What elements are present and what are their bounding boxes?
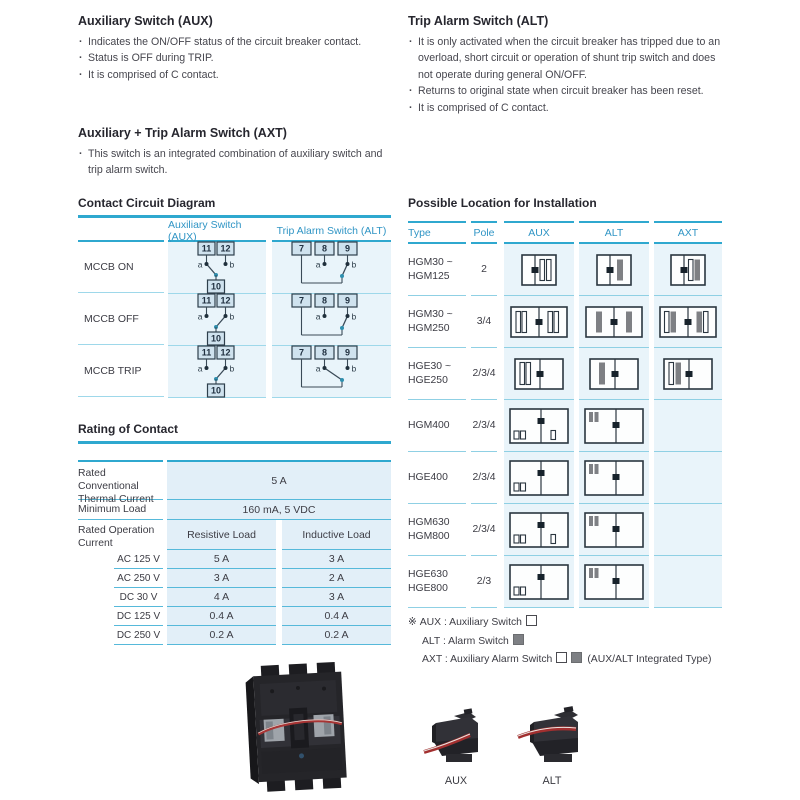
svg-text:7: 7 — [298, 347, 304, 357]
contact-circuit-table — [78, 218, 391, 398]
legend-squares — [522, 614, 537, 633]
aux-bullet: · Status is OFF during TRIP. — [78, 50, 391, 66]
section-axt-switch — [78, 126, 391, 179]
legend-squares — [552, 651, 582, 670]
header-alt: ALT — [579, 221, 649, 244]
legend-text: AUX : Auxiliary Switch — [419, 617, 522, 628]
svg-text:b: b — [351, 363, 356, 373]
axt-bullet: · This switch is an integrated combination of auxiliary switch and trip alarm switch. — [78, 146, 391, 179]
table-row — [78, 294, 391, 346]
alt-location-icon — [579, 296, 649, 348]
alt-circuit-diagram — [272, 346, 391, 398]
alt-bullet-list — [408, 34, 722, 116]
svg-text:7: 7 — [298, 295, 304, 305]
svg-text:b: b — [229, 259, 235, 269]
svg-text:9: 9 — [344, 243, 350, 253]
rating-row-label: Minimum Load — [78, 500, 163, 520]
contact-diagram-heading: Contact Circuit Diagram — [78, 196, 216, 210]
aux-location-icon — [504, 556, 574, 608]
pole-value: 2/3/4 — [471, 348, 497, 400]
rating-row-label: Rated Operation Current — [78, 525, 155, 549]
aux-location-icon — [504, 244, 574, 296]
contact-row-label: MCCB TRIP — [78, 346, 164, 397]
alt-circuit-diagram — [272, 294, 391, 346]
svg-text:11: 11 — [201, 243, 212, 253]
aux-section-title: Auxiliary Switch (AUX) — [78, 14, 213, 28]
pole-value: 2/3 — [471, 556, 497, 608]
contact-row-label: MCCB OFF — [78, 294, 164, 345]
axt-location-icon — [654, 556, 722, 608]
aux-location-icon — [504, 452, 574, 504]
svg-text:b: b — [229, 363, 235, 373]
rating-value-resistive: 0.4 A — [167, 607, 276, 626]
pole-value: 2/3/4 — [471, 452, 497, 504]
svg-text:11: 11 — [201, 347, 212, 357]
contact-table-header-row — [78, 218, 391, 243]
table-row — [408, 452, 722, 504]
alt-location-icon — [579, 348, 649, 400]
table-row — [78, 500, 391, 520]
alarm-switch-square-icon — [513, 634, 524, 645]
svg-text:12: 12 — [220, 347, 231, 357]
rating-value-inductive: 3 A — [282, 550, 391, 569]
aux-switch-product-image — [420, 706, 492, 766]
voltage-label: AC 250 V — [114, 569, 163, 588]
axt-location-icon — [654, 452, 722, 504]
axt-location-icon — [654, 400, 722, 452]
alt-location-icon — [579, 452, 649, 504]
heading-rule — [78, 441, 391, 444]
table-row — [78, 626, 391, 645]
rating-heading-block — [78, 422, 391, 444]
legend-text: AXT : Auxiliary Alarm Switch — [422, 654, 553, 666]
pole-value: 2 — [471, 244, 497, 296]
legend-squares — [509, 633, 524, 652]
alt-switch-product — [514, 703, 590, 787]
table-row — [78, 460, 391, 505]
svg-text:a: a — [315, 363, 320, 373]
section-aux-switch — [78, 14, 391, 83]
table-row — [408, 244, 722, 296]
rating-row-label: Rated Conventional Thermal Current — [78, 460, 163, 500]
voltage-label: DC 30 V — [114, 588, 163, 607]
svg-text:12: 12 — [220, 243, 231, 253]
header-pole: Pole — [471, 221, 497, 244]
product-label-aux: AUX — [444, 775, 468, 787]
svg-text:8: 8 — [321, 295, 327, 305]
type-label: HGM30 ~ HGM250 — [408, 296, 466, 348]
legend-line-aux — [408, 614, 722, 633]
aux-circuit-diagram — [168, 294, 266, 346]
svg-text:8: 8 — [321, 347, 327, 357]
svg-text:a: a — [315, 259, 320, 269]
rating-heading: Rating of Contact — [78, 422, 178, 436]
svg-text:a: a — [315, 311, 320, 321]
table-row — [408, 400, 722, 452]
header-axt: AXT — [654, 221, 722, 244]
installation-table — [408, 221, 722, 608]
legend — [408, 614, 722, 670]
svg-text:9: 9 — [344, 347, 350, 357]
svg-text:a: a — [197, 311, 203, 321]
contact-header-aux: Auxiliary Switch (AUX) — [168, 221, 266, 242]
alt-bullet: · It is only activated when the circuit breaker has tripped due to an overload, short circuit or operation of shunt trip switch and does not operate during general ON/OFF. — [408, 34, 722, 83]
mccb-product-image — [220, 660, 376, 794]
load-header-inductive: Inductive Load — [282, 520, 391, 550]
auxiliary-switch-square-icon — [526, 615, 537, 626]
aux-location-icon — [504, 296, 574, 348]
table-row — [78, 346, 391, 398]
svg-text:b: b — [351, 259, 356, 269]
table-row — [78, 588, 391, 607]
rating-value-inductive: 0.4 A — [282, 607, 391, 626]
table-row — [408, 556, 722, 608]
svg-text:10: 10 — [210, 385, 222, 395]
legend-line-alt — [422, 633, 722, 652]
rating-value-resistive: 3 A — [167, 569, 276, 588]
auxiliary-switch-square-icon — [556, 652, 567, 663]
svg-text:11: 11 — [201, 295, 212, 305]
table-row — [78, 607, 391, 626]
installation-header-row — [408, 221, 722, 244]
aux-circuit-diagram — [168, 346, 266, 398]
contact-header-blank — [78, 221, 164, 242]
type-label: HGM630 HGM800 — [408, 504, 466, 556]
table-row — [78, 520, 391, 550]
axt-section-title: Auxiliary + Trip Alarm Switch (AXT) — [78, 126, 287, 140]
alt-location-icon — [579, 556, 649, 608]
rating-table — [78, 460, 391, 645]
axt-location-icon — [654, 348, 722, 400]
axt-bullet-list — [78, 146, 391, 179]
aux-location-icon — [504, 504, 574, 556]
svg-text:b: b — [229, 311, 235, 321]
legend-suffix: (AUX/ALT Integrated Type) — [587, 654, 712, 666]
svg-text:a: a — [197, 259, 203, 269]
rating-value-resistive: 5 A — [167, 550, 276, 569]
rating-value-resistive: 4 A — [167, 588, 276, 607]
contact-header-alt: Trip Alarm Switch (ALT) — [272, 221, 391, 242]
type-label: HGE630 HGE800 — [408, 556, 466, 608]
note-mark: ※ — [408, 617, 417, 628]
table-row — [408, 296, 722, 348]
svg-text:8: 8 — [321, 243, 327, 253]
axt-location-icon — [654, 296, 722, 348]
aux-circuit-diagram — [168, 242, 266, 294]
svg-text:b: b — [351, 311, 356, 321]
rating-value-inductive: 3 A — [282, 588, 391, 607]
svg-text:a: a — [197, 363, 203, 373]
voltage-label: AC 125 V — [114, 550, 163, 569]
header-type: Type — [408, 221, 466, 244]
table-row — [78, 550, 391, 569]
rating-value-resistive: 0.2 A — [167, 626, 276, 645]
alt-section-title: Trip Alarm Switch (ALT) — [408, 14, 549, 28]
rating-row-value: 160 mA, 5 VDC — [167, 500, 391, 520]
voltage-label: DC 250 V — [114, 626, 163, 645]
section-alt-switch — [408, 14, 722, 116]
svg-text:10: 10 — [210, 333, 222, 343]
table-row — [408, 348, 722, 400]
legend-line-axt — [422, 651, 722, 670]
pole-value: 2/3/4 — [471, 400, 497, 452]
rating-value-inductive: 2 A — [282, 569, 391, 588]
contact-diagram-heading-block — [78, 196, 391, 218]
rating-row-value: 5 A — [167, 460, 391, 500]
alt-circuit-diagram — [272, 242, 391, 294]
aux-bullet: · It is comprised of C contact. — [78, 67, 391, 83]
load-header-resistive: Resistive Load — [167, 520, 276, 550]
mccb-product — [220, 660, 376, 799]
header-aux: AUX — [504, 221, 574, 244]
type-label: HGM400 — [408, 400, 466, 452]
alt-bullet: · It is comprised of C contact. — [408, 100, 722, 116]
alarm-switch-square-icon — [571, 652, 582, 663]
aux-location-icon — [504, 400, 574, 452]
alt-location-icon — [579, 244, 649, 296]
aux-location-icon — [504, 348, 574, 400]
pole-value: 2/3/4 — [471, 504, 497, 556]
aux-bullet-list — [78, 34, 391, 83]
svg-text:12: 12 — [220, 295, 231, 305]
svg-text:7: 7 — [298, 243, 304, 253]
rating-value-inductive: 0.2 A — [282, 626, 391, 645]
contact-row-label: MCCB ON — [78, 242, 164, 293]
pole-value: 3/4 — [471, 296, 497, 348]
voltage-label: DC 125 V — [114, 607, 163, 626]
table-row — [78, 569, 391, 588]
svg-text:10: 10 — [210, 281, 222, 291]
alt-location-icon — [579, 504, 649, 556]
table-row — [408, 504, 722, 556]
type-label: HGM30 ~ HGM125 — [408, 244, 466, 296]
installation-heading-block — [408, 196, 722, 215]
aux-bullet: · Indicates the ON/OFF status of the circuit breaker contact. — [78, 34, 391, 50]
axt-location-icon — [654, 504, 722, 556]
alt-location-icon — [579, 400, 649, 452]
aux-switch-product — [420, 706, 492, 787]
product-label-alt: ALT — [542, 775, 562, 787]
legend-text: ALT : Alarm Switch — [422, 635, 509, 647]
svg-text:9: 9 — [344, 295, 350, 305]
axt-location-icon — [654, 244, 722, 296]
alt-bullet: · Returns to original state when circuit breaker has been reset. — [408, 83, 722, 99]
table-row — [78, 242, 391, 294]
installation-heading: Possible Location for Installation — [408, 196, 597, 210]
type-label: HGE30 ~ HGE250 — [408, 348, 466, 400]
type-label: HGE400 — [408, 452, 466, 504]
alt-switch-product-image — [514, 703, 590, 766]
